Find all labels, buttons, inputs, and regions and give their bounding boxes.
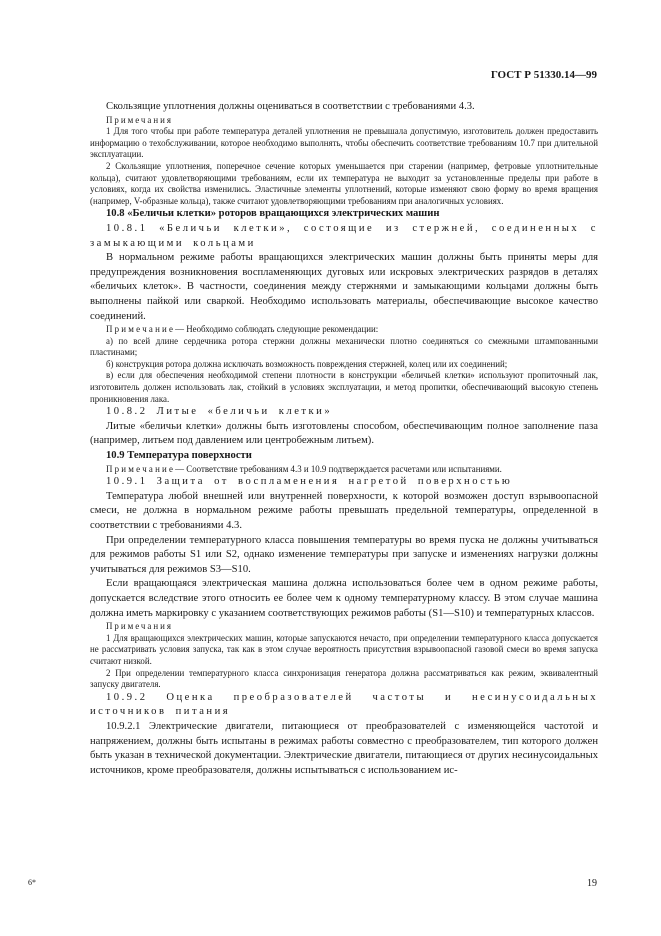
paragraph: 10.9.1 Защита от воспламенения нагретой поверхностью: [106, 476, 513, 488]
paragraph: Литые «беличьи клетки» должны быть изготовлены способом, обеспечивающим полное заполнение паза (например, литьем под давлением или центробежным литьем).: [90, 420, 598, 447]
paragraph: Скользящие уплотнения должны оцениваться в соответствии с требованиями 4.3.: [106, 101, 475, 112]
page-header: ГОСТ Р 51330.14—99: [490, 69, 597, 81]
page-number: 19: [587, 878, 597, 889]
paragraph: 10.9 Температура поверхности: [106, 450, 252, 462]
paragraph: 10.9.2 Оценка преобразователей частоты и несинусоидальных источников питания: [90, 691, 598, 718]
note-paragraph: Примечания: [106, 621, 173, 632]
note-paragraph: а) по всей длине сердечника ротора стержни должны механически плотно соединяться со смежными штампованными пластинами;: [90, 335, 598, 358]
note-paragraph: 2 При определении температурного класса синхронизация генератора должна рассматриваться как режим, эквивалентный запуску двигателя.: [90, 667, 598, 690]
paragraph: В нормальном режиме работы вращающихся электрических машин должны быть приняты меры для предупреждения возникновения воспламеняющих дуговых или искровых электрических разрядов в деталях «беличьих клеток». В частности, соединения между стержнями и замыкающими кольцами должны быть выполнены пайкой или сваркой. Необходимо использовать материалы, обеспечивающие высокое качество соединений.: [90, 252, 598, 322]
note-paragraph: в) если для обеспечения необходимой степени плотности в конструкции «беличьей клетки» используют пропиточный лак, изготовитель должен использовать лак, стойкий в условиях эксплуатации, и метод пропитки, обеспечивающий высокую степень проникновения лака.: [90, 370, 598, 404]
paragraph: 10.9.2.1 Электрические двигатели, питающиеся от преобразователей с изменяющейся частотой и напряжением, должны быть испытаны в режимах работы совместно с преобразователем, тип которого должен быть указан в технической документации. Электрические двигатели, питающиеся от других несинусоидальных источников, кроме преобразователя, должны испытываться с использованием ис-: [90, 720, 598, 776]
note-paragraph: Примечания: [106, 114, 173, 125]
note-paragraph: П р и м е ч а н и е — Соответствие требованиям 4.3 и 10.9 подтверждается расчетами или испытаниями.: [106, 463, 502, 474]
note-paragraph: 2 Скользящие уплотнения, поперечное сечение которых уменьшается при старении (например, фетровые уплотнительные кольца), считают удовлетворяющими требованиям, если их температура не выходит за установленные пределы при работе в условиях, когда их свойства изменились. Эластичные элементы уплотнений, которые изменяют свою форму во время вращения (например, V-образные кольца), также считают удовлетворяющими требованиям при аналогичных условиях.: [90, 160, 598, 206]
paragraph: При определении температурного класса повышения температуры во время пуска не должны учитываться для режимов работы S1 или S2, однако изменение температуры при запуске и изменениях нагрузки должны учитываться для режимов S3—S10.: [90, 534, 598, 575]
paragraph: 10.8 «Беличьи клетки» роторов вращающихся электрических машин: [106, 208, 440, 220]
paragraph: 10.8.2 Литые «беличьи клетки»: [106, 406, 333, 418]
note-paragraph: П р и м е ч а н и е — Необходимо соблюдать следующие рекомендации:: [106, 324, 379, 335]
document-body: [90, 100, 598, 778]
note-paragraph: 1 Для того чтобы при работе температура деталей уплотнения не превышала допустимую, изготовитель должен предоставить информацию о техобслуживании, которое необходимо выполнять, чтобы обеспечить соответствие требованиям 10.7 при длительной эксплуатации.: [90, 126, 598, 160]
paragraph: 10.8.1 «Беличьи клетки», состоящие из стержней, соединенных с замыкающими кольцами: [90, 222, 598, 249]
note-paragraph: б) конструкция ротора должна исключать возможность повреждения стержней, колец или их соединений;: [106, 358, 508, 369]
paragraph: Если вращающаяся электрическая машина должна использоваться более чем в одном режиме работы, допускается вследствие этого относить ее более чем к одному температурному классу. В этом случае машина должна иметь маркировку с указанием соответствующих режимов работы (S1—S10) и температурных классов.: [90, 578, 598, 619]
paragraph: Температура любой внешней или внутренней поверхности, к которой возможен доступ взрывоопасной смеси, не должна в нормальном режиме работы превышать предельной температуры, определенной в соответствии с требованиями 4.3.: [90, 490, 598, 531]
footer-signature-mark: 6*: [28, 878, 36, 887]
note-paragraph: 1 Для вращающихся электрических машин, которые запускаются нечасто, при определении температурного класса допускается не рассматривать условия запуска, так как в этом случае вероятность присутствия взрывоопасной газовой смеси во время запуска считают низкой.: [90, 632, 598, 666]
